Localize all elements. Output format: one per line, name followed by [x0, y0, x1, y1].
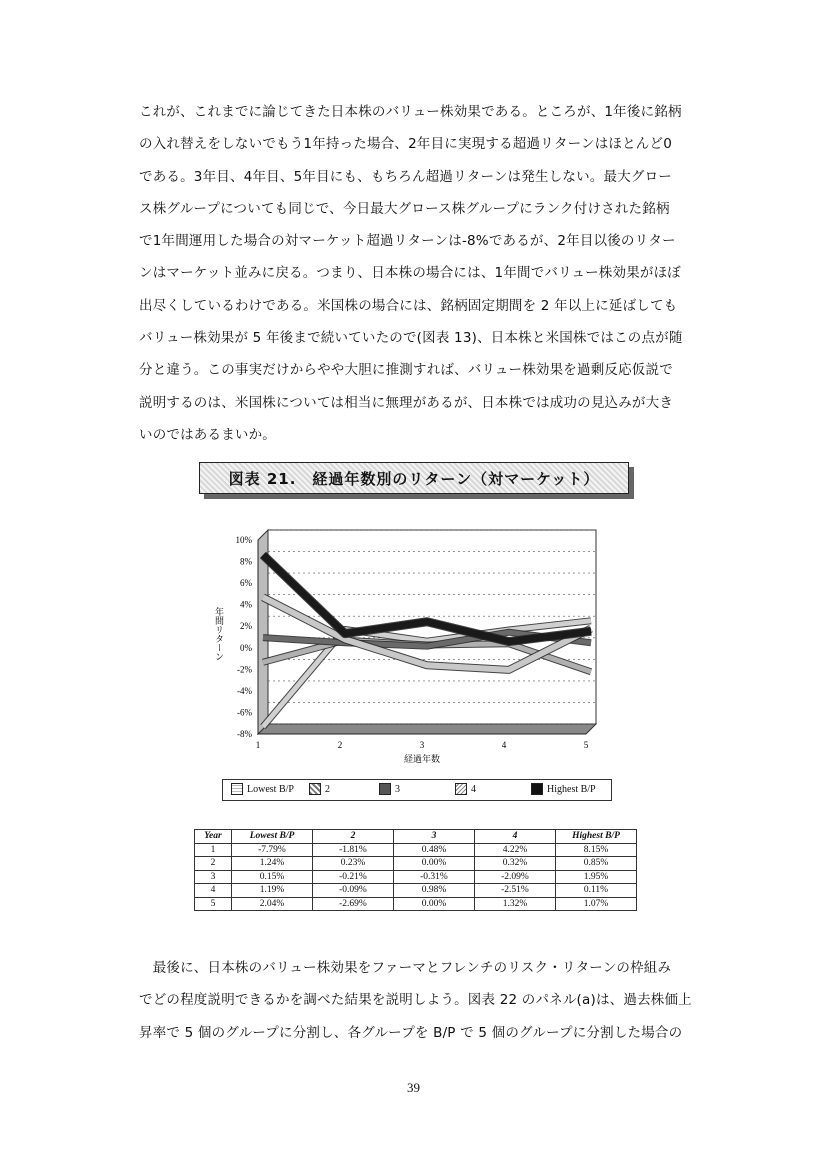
table-header: Highest B/P	[556, 830, 637, 844]
text-line: これが、これまでに論じてきた日本株のバリュー株効果である。ところが、1年後に銘柄	[139, 104, 682, 120]
x-tick-label: 3	[419, 740, 425, 750]
text-line: 出尽くしているわけである。米国株の場合には、銘柄固定期間を 2 年以上に延ばしても	[139, 297, 678, 314]
table-row	[195, 857, 637, 871]
x-tick-label: 4	[501, 740, 507, 750]
legend-label: 4	[471, 783, 476, 795]
table-cell: -2.09%	[475, 870, 556, 884]
table-cell: -0.09%	[313, 884, 394, 898]
legend-swatch	[379, 783, 391, 795]
legend-label: 2	[325, 783, 330, 795]
x-tick-label: 1	[255, 740, 261, 750]
text-line: 説明するのは、米国株については相当に無理があるが、日本株では成功の見込みが大き	[139, 394, 674, 411]
text-line: 最後に、日本株のバリュー株効果をファーマとフレンチのリスク・リターンの枠組み	[139, 960, 672, 976]
table-row	[195, 897, 637, 911]
y-tick-label: -8%	[237, 729, 252, 739]
figure-title-text: 図表 21. 経過年数別のリターン（対マーケット）	[228, 469, 600, 488]
chart-legend	[222, 779, 612, 801]
table-header: 2	[313, 830, 394, 844]
text-line: バリュー株効果が 5 年後まで続いていたので(図表 13)、日本株と米国株ではこの点が随	[139, 330, 683, 347]
text-line: ス株グループについても同じで、今日最大グロース株グループにランク付けされた銘柄	[139, 200, 670, 217]
text-line: の入れ替えをしないでもう1年持った場合、2年目に実現する超過リターンはほとんど0	[139, 136, 672, 153]
table-cell: -2.69%	[313, 897, 394, 911]
table-row	[195, 843, 637, 857]
legend-swatch	[455, 783, 467, 795]
table-header: 3	[394, 830, 475, 844]
table-cell: 4.22%	[475, 843, 556, 857]
table-cell: 1.95%	[556, 870, 637, 884]
y-axis-label: 年間リターン	[213, 607, 223, 661]
table-row	[195, 870, 637, 884]
legend-item	[379, 783, 400, 795]
table-cell: 8.15%	[556, 843, 637, 857]
y-tick-label: 4%	[240, 599, 252, 610]
text-line: ンはマーケット並みに戻る。つまり、日本株の場合には、1年間でバリュー株効果がほぼ	[139, 265, 682, 282]
table-cell: 0.11%	[556, 884, 637, 898]
text-line: である。3年目、4年目、5年目にも、もちろん超過リターンは発生しない。最大グロー	[139, 168, 672, 185]
text-line: でどの程度説明できるかを調べた結果を説明しよう。図表 22 のパネル(a)は、過去株価上	[139, 992, 692, 1009]
y-tick-label: 2%	[240, 621, 252, 632]
y-tick-label: 10%	[235, 535, 252, 545]
body-paragraph-2	[139, 952, 724, 1049]
table-cell: 5	[195, 897, 232, 911]
table-header: 4	[475, 830, 556, 844]
table-cell: -0.21%	[313, 870, 394, 884]
x-tick-label: 2	[337, 740, 343, 750]
x-axis-label: 経過年数	[403, 755, 441, 765]
text-line: 分と違う。この事実だけからやや大胆に推測すれば、バリュー株効果を過剰反応仮説で	[139, 362, 673, 379]
table-cell: -7.79%	[232, 843, 313, 857]
y-tick-label: -6%	[237, 707, 252, 718]
table-row	[195, 884, 637, 898]
line-chart	[196, 522, 616, 772]
table-cell: -1.81%	[313, 843, 394, 857]
table-cell: 1.07%	[556, 897, 637, 911]
y-tick-label: 0%	[240, 642, 252, 653]
text-line: で1年間運用した場合の対マーケット超過リターンは-8%であるが、2年目以後のリター	[139, 233, 676, 250]
table-cell: 0.85%	[556, 857, 637, 871]
table-cell: 0.32%	[475, 857, 556, 871]
table-cell: 0.00%	[394, 897, 475, 911]
y-tick-label: 6%	[240, 578, 252, 589]
table-header: Year	[195, 830, 232, 844]
table-cell: 1.24%	[232, 857, 313, 871]
legend-label: 3	[395, 783, 400, 795]
legend-swatch	[309, 783, 321, 795]
plot-floor	[258, 724, 596, 734]
x-tick-label: 5	[583, 740, 589, 750]
page-number: 39	[407, 1080, 420, 1095]
table-cell: 1.19%	[232, 884, 313, 898]
legend-swatch	[231, 783, 243, 795]
table-cell: -2.51%	[475, 884, 556, 898]
body-paragraph-1	[139, 96, 724, 451]
legend-label: Lowest B/P	[247, 783, 294, 795]
legend-item	[309, 783, 330, 795]
y-tick-label: -2%	[237, 664, 252, 675]
table-cell: 0.98%	[394, 884, 475, 898]
legend-item	[231, 783, 294, 795]
table-cell: 4	[195, 884, 232, 898]
table-cell: -0.31%	[394, 870, 475, 884]
table-cell: 0.48%	[394, 843, 475, 857]
figure-title	[199, 462, 629, 494]
text-line: 昇率で 5 個のグループに分割し、各グループを B/P で 5 個のグループに分割した場合の	[139, 1024, 683, 1041]
table-cell: 3	[195, 870, 232, 884]
y-tick-label: -4%	[237, 685, 252, 696]
legend-item	[455, 783, 476, 795]
legend-swatch	[531, 783, 543, 795]
table-header-row	[195, 830, 637, 844]
table-cell: 1.32%	[475, 897, 556, 911]
table-cell: 2.04%	[232, 897, 313, 911]
table-cell: 0.23%	[313, 857, 394, 871]
table-cell: 1	[195, 843, 232, 857]
y-tick-label: 8%	[240, 556, 252, 567]
table-header: Lowest B/P	[232, 830, 313, 844]
legend-item	[531, 783, 596, 795]
text-line: いのではあるまいか。	[139, 426, 276, 443]
legend-label: Highest B/P	[547, 783, 596, 795]
table-cell: 0.15%	[232, 870, 313, 884]
table-cell: 2	[195, 857, 232, 871]
table-cell: 0.00%	[394, 857, 475, 871]
returns-table	[194, 829, 637, 911]
